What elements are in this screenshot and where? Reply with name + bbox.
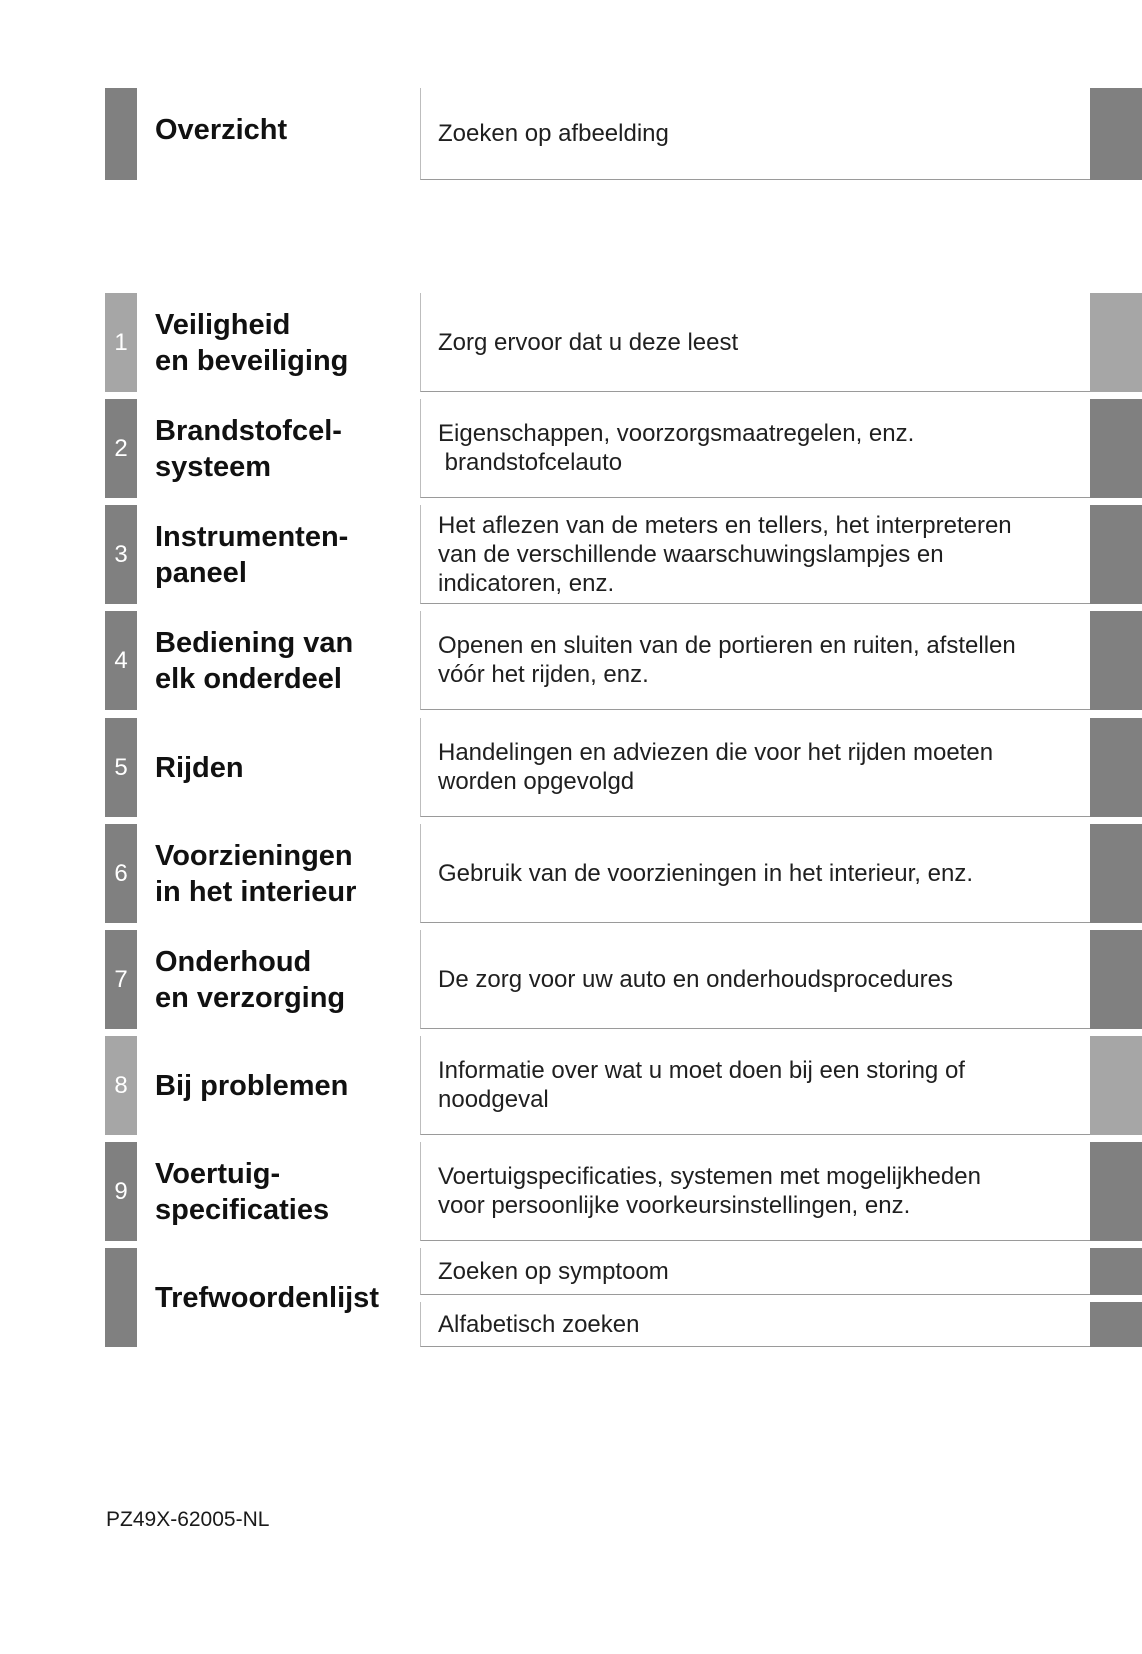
chapter-number-2: 2 <box>105 399 137 498</box>
chapter-row-3[interactable] <box>0 505 1142 604</box>
chapter-tab-9[interactable] <box>1090 1142 1142 1241</box>
chapter-description-1: Zorg ervoor dat u deze leest <box>420 293 1090 392</box>
chapter-description-9: Voertuigspecificaties, systemen met mogelijkheden voor persoonlijke voorkeursinstellingen, enz. <box>420 1142 1090 1241</box>
chapter-number-3: 3 <box>105 505 137 604</box>
chapter-description-5: Handelingen en adviezen die voor het rijden moeten worden opgevolgd <box>420 718 1090 817</box>
overview-tab[interactable] <box>1090 88 1142 180</box>
chapter-number-7: 7 <box>105 930 137 1029</box>
chapter-tab-8[interactable] <box>1090 1036 1142 1135</box>
document-code: PZ49X-62005-NL <box>106 1508 270 1531</box>
chapter-number-4: 4 <box>105 611 137 710</box>
chapter-description-8: Informatie over wat u moet doen bij een storing of noodgeval <box>420 1036 1090 1135</box>
overview-title: Overzicht <box>155 114 288 146</box>
chapter-tab-1[interactable] <box>1090 293 1142 392</box>
index-title: Trefwoordenlijst <box>155 1281 379 1314</box>
chapter-title-3: Instrumenten- paneel <box>155 520 349 589</box>
chapter-tab-2[interactable] <box>1090 399 1142 498</box>
chapter-title-5: Rijden <box>155 751 244 784</box>
chapter-description-4: Openen en sluiten van de portieren en ruiten, afstellen vóór het rijden, enz. <box>420 611 1090 710</box>
index-entry-alphabetical: Alfabetisch zoeken <box>420 1302 1090 1347</box>
index-row[interactable] <box>0 1248 1142 1347</box>
chapter-description-3: Het aflezen van de meters en tellers, het interpreteren van de verschillende waarschuwingslampjes en indicatoren, enz. <box>420 505 1090 604</box>
chapter-row-8[interactable] <box>0 1036 1142 1135</box>
overview-row[interactable] <box>0 88 1142 180</box>
chapter-description-2: Eigenschappen, voorzorgsmaatregelen, enz. brandstofcelauto <box>420 399 1090 498</box>
chapter-title-9: Voertuig- specificaties <box>155 1157 330 1226</box>
chapter-title-7: Onderhoud en verzorging <box>155 945 346 1014</box>
chapter-title-1: Veiligheid en beveiliging <box>155 308 349 377</box>
chapter-number-1: 1 <box>105 293 137 392</box>
chapter-description-7: De zorg voor uw auto en onderhoudsprocedures <box>420 930 1090 1029</box>
chapter-number-5: 5 <box>105 718 137 817</box>
index-bar <box>105 1248 137 1347</box>
chapter-title-8: Bij problemen <box>155 1069 349 1102</box>
chapter-number-8: 8 <box>105 1036 137 1135</box>
chapter-number-9: 9 <box>105 1142 137 1241</box>
chapter-row-5[interactable] <box>0 718 1142 817</box>
chapter-row-9[interactable] <box>0 1142 1142 1241</box>
chapter-title-2: Brandstofcel- systeem <box>155 414 342 483</box>
chapter-row-1[interactable] <box>0 293 1142 392</box>
index-tab-alphabetical[interactable] <box>1090 1302 1142 1347</box>
chapter-number-6: 6 <box>105 824 137 923</box>
chapter-row-6[interactable] <box>0 824 1142 923</box>
chapter-tab-6[interactable] <box>1090 824 1142 923</box>
chapter-title-6: Voorzieningen in het interieur <box>155 839 357 908</box>
chapter-row-2[interactable] <box>0 399 1142 498</box>
overview-bar <box>105 88 137 180</box>
chapter-tab-3[interactable] <box>1090 505 1142 604</box>
chapter-tab-7[interactable] <box>1090 930 1142 1029</box>
index-tab-symptom[interactable] <box>1090 1248 1142 1295</box>
chapter-row-4[interactable] <box>0 611 1142 710</box>
index-entry-symptom: Zoeken op symptoom <box>420 1248 1090 1295</box>
chapter-row-7[interactable] <box>0 930 1142 1029</box>
chapter-tab-4[interactable] <box>1090 611 1142 710</box>
chapter-title-4: Bediening van elk onderdeel <box>155 626 354 695</box>
chapter-description-6: Gebruik van de voorzieningen in het interieur, enz. <box>420 824 1090 923</box>
chapter-tab-5[interactable] <box>1090 718 1142 817</box>
overview-description: Zoeken op afbeelding <box>420 88 1090 180</box>
